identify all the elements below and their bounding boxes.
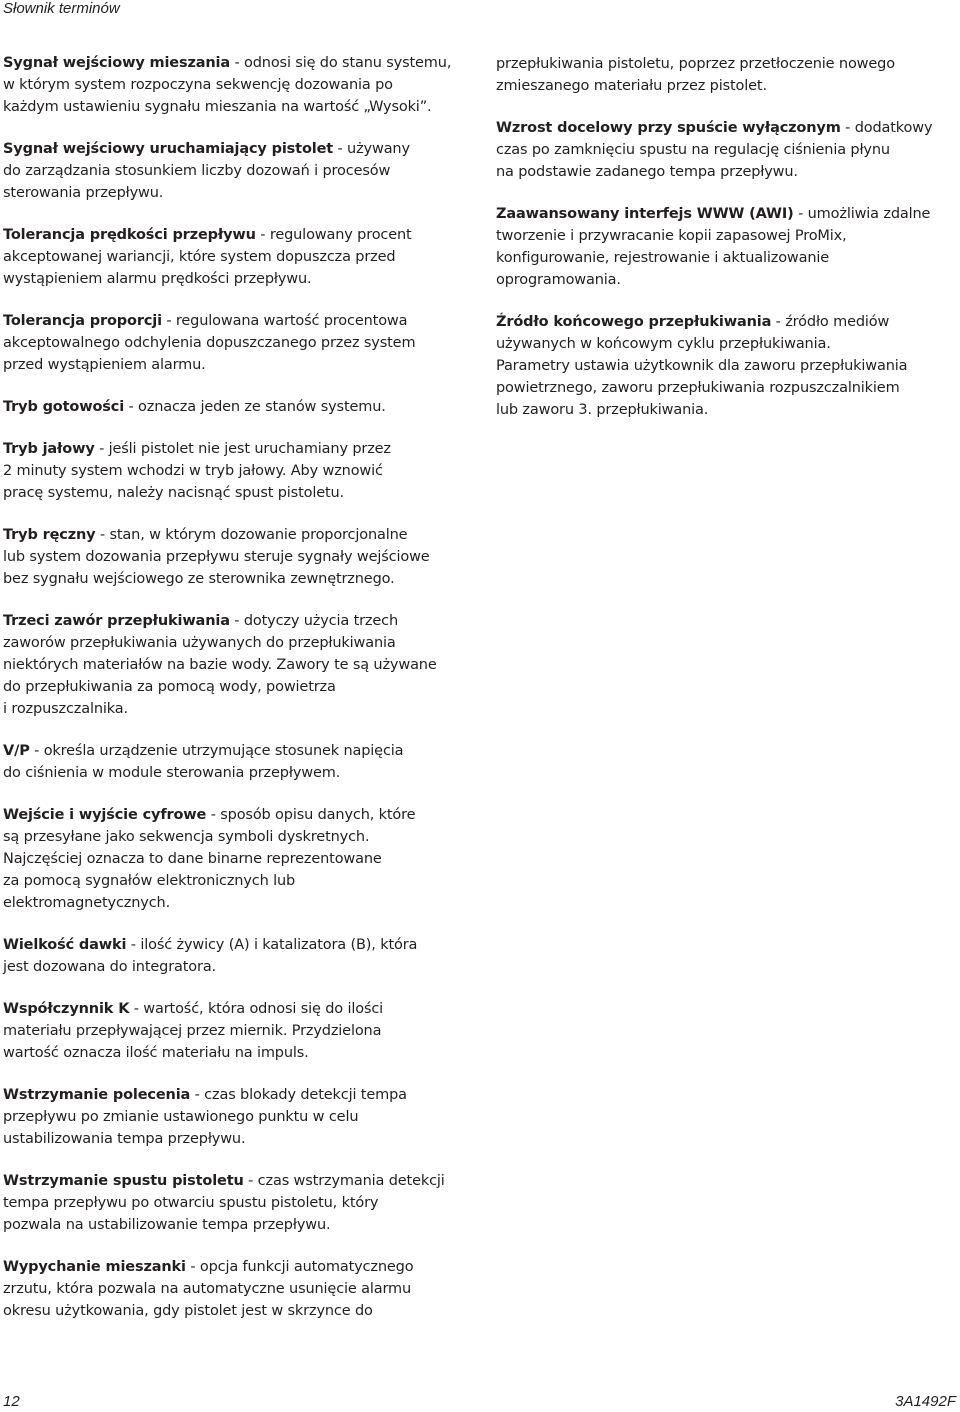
glossary-term: Wejście i wyjście cyfrowe (3, 807, 207, 823)
glossary-entry (3, 1084, 471, 1150)
glossary-term: Tolerancja prędkości przepływu (3, 227, 256, 243)
glossary-definition: - używany do zarządzania stosunkiem liczby dozowań i procesów sterowania przepływu. (3, 141, 410, 201)
glossary-definition: - odnosi się do stanu systemu, w którym system rozpoczyna sekwencję dozowania po każdym ustawieniu sygnału mieszania na wartość „Wysoki”. (3, 55, 452, 115)
glossary-term: Wypychanie mieszanki (3, 1259, 186, 1275)
glossary-entry (3, 52, 471, 118)
glossary-term: Źródło końcowego przepłukiwania (496, 314, 772, 330)
glossary-entry (3, 524, 471, 590)
glossary-entry (3, 934, 471, 978)
glossary-entry (3, 438, 471, 504)
page-number: 12 (3, 1393, 20, 1410)
glossary-term: Trzeci zawór przepłukiwania (3, 613, 230, 629)
glossary-entry (496, 203, 956, 291)
glossary-definition: - ilość żywicy (A) i katalizatora (B), która jest dozowana do integratora. (3, 937, 418, 975)
glossary-entry (3, 998, 471, 1064)
glossary-definition: przepłukiwania pistoletu, poprzez przetłoczenie nowego zmieszanego materiału przez pistolet. (496, 56, 895, 94)
glossary-entry (3, 1256, 471, 1322)
glossary-entry (3, 740, 471, 784)
glossary-definition: - dotyczy użycia trzech zaworów przepłukiwania używanych do przepłukiwania niektórych materiałów na bazie wody. Zawory te są używane do przepłukiwania za pomocą wody, powietrza i rozpuszczalnika. (3, 613, 437, 717)
left-column (3, 52, 471, 1342)
glossary-entry (3, 396, 471, 418)
glossary-entry (3, 310, 471, 376)
glossary-definition: - opcja funkcji automatycznego zrzutu, która pozwala na automatyczne usunięcie alarmu okresu użytkowania, gdy pistolet jest w skrzynce do (3, 1259, 414, 1319)
glossary-term: Wzrost docelowy przy spuście wyłączonym (496, 120, 841, 136)
glossary-term: Tolerancja proporcji (3, 313, 162, 329)
glossary-entry (3, 1170, 471, 1236)
glossary-definition: - wartość, która odnosi się do ilości materiału przepływającej przez miernik. Przydzielona wartość oznacza ilość materiału na impuls. (3, 1001, 384, 1061)
glossary-entry (3, 610, 471, 720)
page-header-title: Słownik terminów (3, 0, 120, 17)
glossary-definition: - czas blokady detekcji tempa przepływu po zmianie ustawionego punktu w celu ustabilizowania tempa przepływu. (3, 1087, 407, 1147)
glossary-definition: - czas wstrzymania detekcji tempa przepływu po otwarciu spustu pistoletu, który pozwala na ustabilizowanie tempa przepływu. (3, 1173, 445, 1233)
glossary-term: Zaawansowany interfejs WWW (AWI) (496, 206, 794, 222)
glossary-term: Tryb gotowości (3, 399, 125, 415)
glossary-entry (496, 53, 956, 97)
glossary-entry (496, 311, 956, 421)
glossary-definition: - stan, w którym dozowanie proporcjonalne lub system dozowania przepływu steruje sygnały wejściowe bez sygnału wejściowego ze sterownika zewnętrznego. (3, 527, 430, 587)
glossary-definition: - regulowany procent akceptowanej wariancji, które system dopuszcza przed wystąpieniem alarmu prędkości przepływu. (3, 227, 412, 287)
glossary-term: Wielkość dawki (3, 937, 127, 953)
glossary-term: Sygnał wejściowy mieszania (3, 55, 231, 71)
glossary-definition: - jeśli pistolet nie jest uruchamiany przez 2 minuty system wchodzi w tryb jałowy. Aby wznowić pracę systemu, należy nacisnąć spust pistoletu. (3, 441, 391, 501)
glossary-definition: - sposób opisu danych, które są przesyłane jako sekwencja symboli dyskretnych. Najczęściej oznacza to dane binarne reprezentowane za pomocą sygnałów elektronicznych lub elektromagnetycznych. (3, 807, 416, 911)
glossary-entry (3, 138, 471, 204)
glossary-term: Tryb ręczny (3, 527, 96, 543)
glossary-term: Wstrzymanie spustu pistoletu (3, 1173, 244, 1189)
glossary-term: Sygnał wejściowy uruchamiający pistolet (3, 141, 334, 157)
glossary-term: Współczynnik K (3, 1001, 130, 1017)
glossary-definition: - określa urządzenie utrzymujące stosunek napięcia do ciśnienia w module sterowania przepływem. (3, 743, 404, 781)
document-id: 3A1492F (895, 1393, 956, 1410)
glossary-term: V/P (3, 743, 30, 759)
glossary-definition: - źródło mediów używanych w końcowym cyklu przepłukiwania. Parametry ustawia użytkownik dla zaworu przepłukiwania powietrznego, zaworu przepłukiwania rozpuszczalnikiem lub zaworu 3. przepłukiwania. (496, 314, 908, 418)
glossary-term: Tryb jałowy (3, 441, 95, 457)
glossary-entry (3, 804, 471, 914)
glossary-definition: - umożliwia zdalne tworzenie i przywracanie kopii zapasowej ProMix, konfigurowanie, rejestrowanie i aktualizowanie oprogramowania. (496, 206, 931, 288)
glossary-definition: - oznacza jeden ze stanów systemu. (124, 399, 386, 415)
glossary-definition: - regulowana wartość procentowa akceptowalnego odchylenia dopuszczanego przez system przed wystąpieniem alarmu. (3, 313, 416, 373)
glossary-term: Wstrzymanie polecenia (3, 1087, 191, 1103)
right-column (496, 53, 956, 441)
glossary-entry (496, 117, 956, 183)
glossary-definition: - dodatkowy czas po zamknięciu spustu na regulację ciśnienia płynu na podstawie zadanego tempa przepływu. (496, 120, 933, 180)
glossary-entry (3, 224, 471, 290)
